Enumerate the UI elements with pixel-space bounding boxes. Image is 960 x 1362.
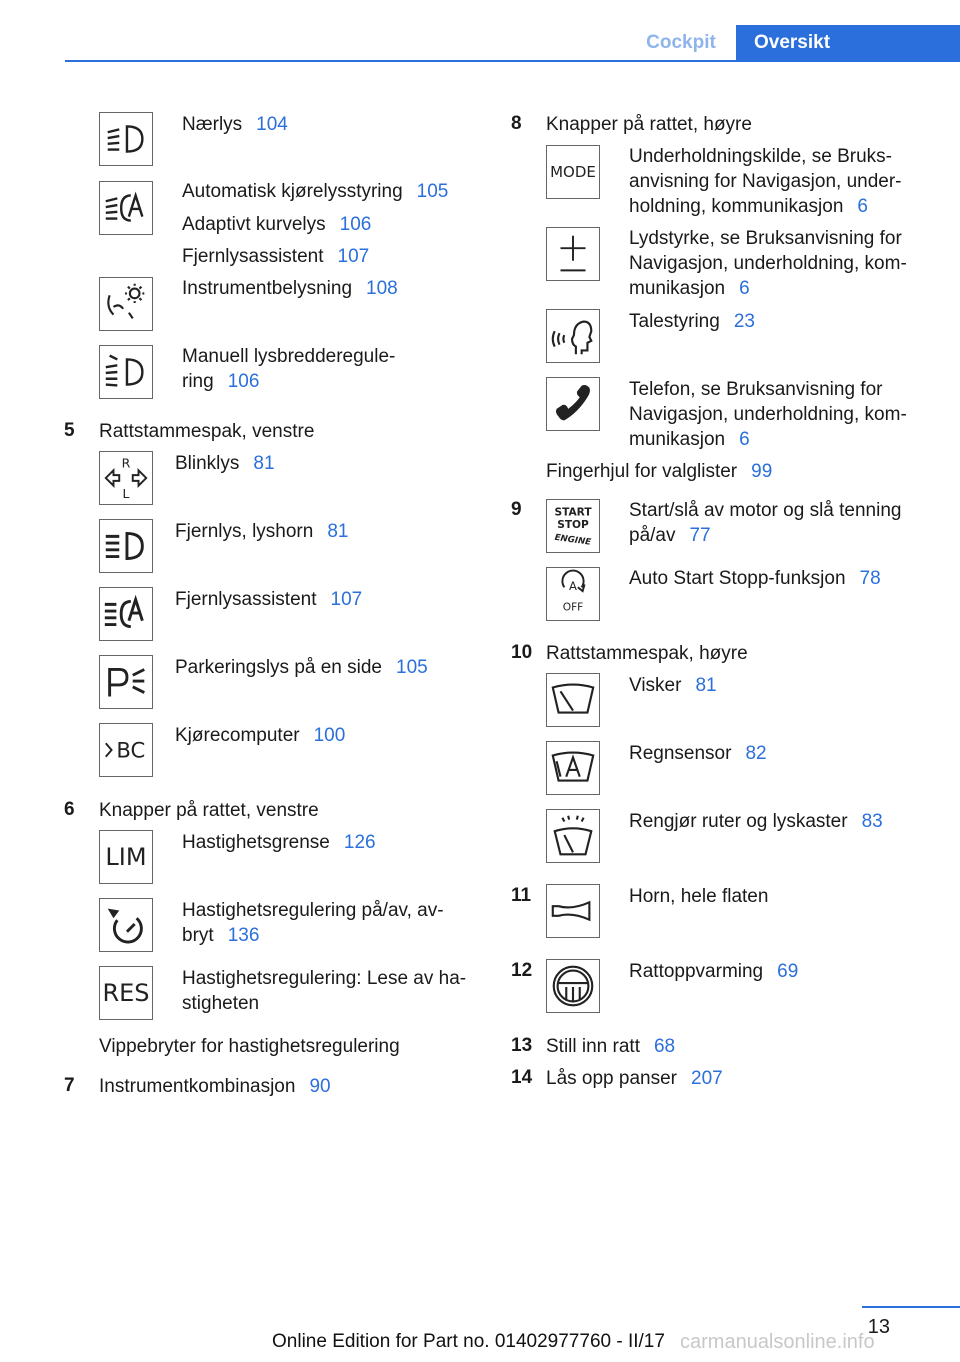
page-ref[interactable]: 207 xyxy=(691,1068,723,1089)
page-ref[interactable]: 105 xyxy=(396,657,428,678)
item-still-inn-ratt: Still inn ratt 68 xyxy=(546,1036,676,1057)
item-visker: Visker 81 xyxy=(629,675,717,696)
page-ref[interactable]: 81 xyxy=(253,453,275,474)
page-ref[interactable]: 78 xyxy=(859,568,881,589)
item-lydstyrke-3: munikasjon 6 xyxy=(629,278,750,299)
svg-text:L: L xyxy=(122,486,130,502)
horn-icon xyxy=(546,884,600,938)
item-regnsensor: Regnsensor 82 xyxy=(629,743,767,764)
section-number: 13 xyxy=(511,1035,533,1056)
speed-limiter-icon: LIM xyxy=(99,830,153,884)
rain-sensor-icon xyxy=(546,741,600,795)
page-ref[interactable]: 105 xyxy=(416,181,449,202)
page-ref[interactable]: 107 xyxy=(337,246,370,267)
item-auto-start-stopp: Auto Start Stopp-funksjon 78 xyxy=(629,568,881,589)
svg-text:STOP: STOP xyxy=(557,518,589,531)
item-underholdning: Underholdningskilde, se Bruks- xyxy=(629,146,892,167)
section-number: 7 xyxy=(64,1075,75,1096)
item-horn: Horn, hele flaten xyxy=(629,886,769,907)
item-start-stopp: Start/slå av motor og slå tenning xyxy=(629,500,902,521)
watermark: carmanualsonline.info xyxy=(680,1331,875,1353)
item-fjernlys: Fjernlys, lyshorn 81 xyxy=(175,521,349,542)
tab-cockpit[interactable]: Cockpit xyxy=(646,32,716,53)
item-kjorecomputer: Kjørecomputer 100 xyxy=(175,725,346,746)
page-ref[interactable]: 106 xyxy=(339,214,372,235)
page-ref[interactable]: 68 xyxy=(653,1036,676,1057)
section-number: 8 xyxy=(511,113,522,134)
item-lydstyrke: Lydstyrke, se Bruksanvisning for xyxy=(629,228,902,249)
page-ref[interactable]: 108 xyxy=(366,278,398,299)
page-ref[interactable]: 6 xyxy=(739,429,750,450)
item-adaptivt: Adaptivt kurvelys 106 xyxy=(182,214,372,235)
page-ref[interactable]: 126 xyxy=(343,832,376,853)
item-rattoppvarming: Rattoppvarming 69 xyxy=(629,961,799,982)
item-hastighetsregulering: Hastighetsregulering på/av, av- xyxy=(182,900,444,921)
item-start-stopp-2: på/av 77 xyxy=(629,525,711,546)
page-ref[interactable]: 104 xyxy=(256,114,288,135)
item-narlys: Nærlys 104 xyxy=(182,114,288,135)
item-auto: Automatisk kjørelysstyring 105 xyxy=(182,181,449,202)
high-beam-icon xyxy=(99,519,153,573)
section-number: 11 xyxy=(511,885,532,906)
page-number: 13 xyxy=(867,1316,890,1338)
svg-text:START: START xyxy=(554,506,592,519)
item-telefon-3: munikasjon 6 xyxy=(629,429,750,450)
wiper-icon xyxy=(546,673,600,727)
low-beam-icon xyxy=(99,112,153,166)
page-ref[interactable]: 6 xyxy=(739,278,750,299)
item-telefon-2: Navigasjon, underholdning, kom- xyxy=(629,404,907,425)
auto-headlight-icon xyxy=(99,181,153,235)
header-rule xyxy=(65,60,960,62)
section-number: 9 xyxy=(511,499,522,520)
phone-icon xyxy=(546,377,600,431)
item-fjernlysassistent: Fjernlysassistent 107 xyxy=(182,246,370,267)
svg-text:A: A xyxy=(569,579,577,594)
page-ref[interactable]: 107 xyxy=(330,589,363,610)
item-lese-av-2: stigheten xyxy=(182,993,260,1014)
voice-control-icon xyxy=(546,309,600,363)
headlight-range-icon xyxy=(99,345,153,399)
page-ref[interactable]: 100 xyxy=(313,725,346,746)
high-beam-assistant-icon xyxy=(99,587,153,641)
item-fingerhjul: Fingerhjul for valglister 99 xyxy=(546,461,773,482)
section-number: 14 xyxy=(511,1067,533,1088)
page-ref[interactable]: 77 xyxy=(689,525,711,546)
parking-light-icon xyxy=(99,655,153,709)
item-hastighetsgrense: Hastighetsgrense 126 xyxy=(182,832,376,853)
item-lydstyrke-2: Navigasjon, underholdning, kom- xyxy=(629,253,907,274)
item-blinklys: Blinklys 81 xyxy=(175,453,275,474)
item-parkeringslys: Parkeringslys på en side 105 xyxy=(175,657,428,678)
page-ref[interactable]: 82 xyxy=(745,743,767,764)
item-underholdning-3: holdning, kommunikasjon 6 xyxy=(629,196,868,217)
mode-button-icon: MODE xyxy=(546,145,600,199)
trip-computer-icon xyxy=(99,723,153,777)
edition-note: Online Edition for Part no. 01402977760 - II/17 xyxy=(272,1331,665,1352)
page-ref[interactable]: 81 xyxy=(327,521,349,542)
item-telefon: Telefon, se Bruksanvisning for xyxy=(629,379,883,400)
item-lese-av: Hastighetsregulering: Lese av ha- xyxy=(182,968,467,989)
page-ref[interactable]: 23 xyxy=(733,311,755,332)
section-title: Rattstammespak, venstre xyxy=(99,421,315,442)
page-ref[interactable]: 83 xyxy=(861,811,883,832)
item-fjernlysassistent-2: Fjernlysassistent 107 xyxy=(175,589,363,610)
page-ref[interactable]: 99 xyxy=(751,461,773,482)
item-instrumentbelysning: Instrumentbelysning 108 xyxy=(182,278,398,299)
volume-icon xyxy=(546,227,600,281)
section-number: 10 xyxy=(511,642,533,663)
tab-oversikt[interactable]: Oversikt xyxy=(736,25,960,61)
item-rengjor: Rengjør ruter og lyskaster 83 xyxy=(629,811,883,832)
svg-text:OFF: OFF xyxy=(562,601,584,614)
section-title: Instrumentkombinasjon 90 xyxy=(99,1076,331,1097)
item-underholdning-2: anvisning for Navigasjon, under- xyxy=(629,171,902,192)
page-ref[interactable]: 69 xyxy=(777,961,799,982)
page-ref[interactable]: 6 xyxy=(857,196,868,217)
page-ref[interactable]: 106 xyxy=(227,371,260,392)
item-manuell-2: ring 106 xyxy=(182,371,260,392)
page-ref[interactable]: 90 xyxy=(309,1076,331,1097)
page-ref[interactable]: 136 xyxy=(227,925,260,946)
steering-heating-icon xyxy=(546,959,600,1013)
section-number: 6 xyxy=(64,799,75,820)
turn-signal-icon xyxy=(99,451,153,505)
item-las-opp-panser: Lås opp panser 207 xyxy=(546,1068,723,1089)
svg-text:BC: BC xyxy=(116,737,146,763)
washer-icon xyxy=(546,809,600,863)
cruise-control-icon xyxy=(99,898,153,952)
page-ref[interactable]: 81 xyxy=(695,675,717,696)
auto-start-stop-icon xyxy=(546,567,600,621)
item-manuell: Manuell lysbredderegule- xyxy=(182,346,396,367)
section-title: Rattstammespak, høyre xyxy=(546,643,748,664)
section-title: Knapper på rattet, venstre xyxy=(99,800,319,821)
item-hastighetsregulering-2: bryt 136 xyxy=(182,925,260,946)
section-number: 5 xyxy=(64,420,75,441)
item-vippebryter: Vippebryter for hastighetsregulering xyxy=(99,1036,400,1057)
svg-text:ENGINE: ENGINE xyxy=(553,532,592,548)
svg-text:R: R xyxy=(121,455,131,471)
resume-icon: RES xyxy=(99,966,153,1020)
instrument-lighting-icon xyxy=(99,277,153,331)
start-stop-button-icon xyxy=(546,499,600,553)
footer-rule xyxy=(862,1306,960,1308)
item-talestyring: Talestyring 23 xyxy=(629,311,755,332)
section-number: 12 xyxy=(511,960,533,981)
section-title: Knapper på rattet, høyre xyxy=(546,114,752,135)
